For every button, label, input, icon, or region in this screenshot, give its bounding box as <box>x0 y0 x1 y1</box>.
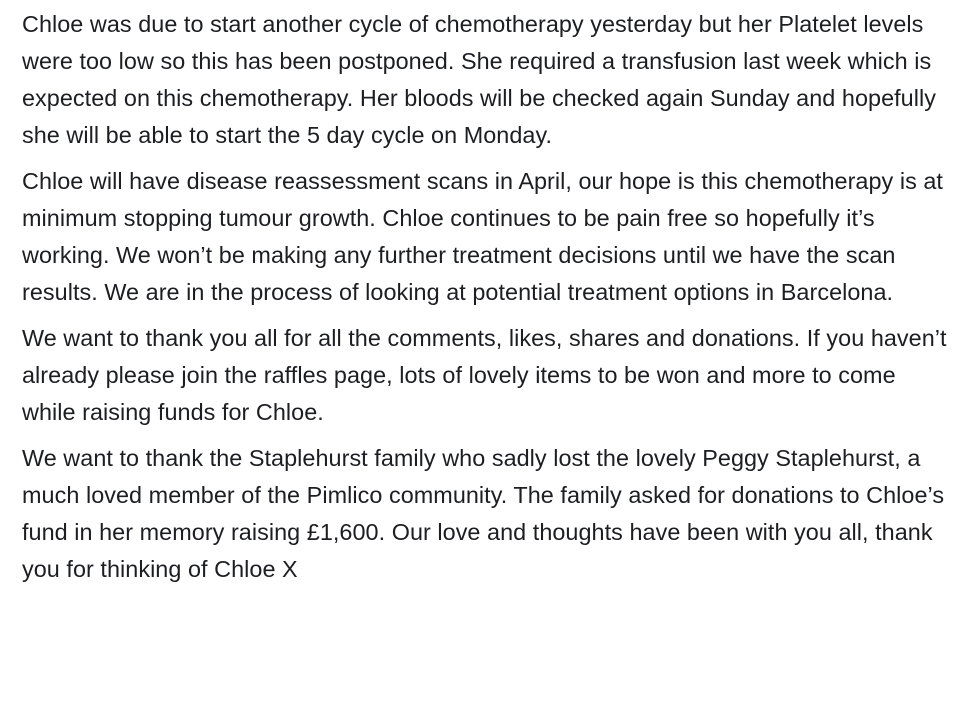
post-body <box>22 6 947 588</box>
post-paragraph-1: Chloe was due to start another cycle of chemotherapy yesterday but her Platelet levels were too low so this has been postponed. She required a transfusion last week which is expected on this chemotherapy. Her bloods will be checked again Sunday and hopefully she will be able to start the 5 day cycle on Monday. <box>22 11 936 148</box>
post-paragraph-4: We want to thank the Staplehurst family who sadly lost the lovely Peggy Staplehurst, a much loved member of the Pimlico community. The family asked for donations to Chloe’s fund in her memory raising £1,600. Our love and thoughts have been with you all, thank you for thinking of Chloe X <box>22 445 945 582</box>
post-paragraph-3: We want to thank you all for all the comments, likes, shares and donations. If you haven’t already please join the raffles page, lots of lovely items to be won and more to come while raising funds for Chloe. <box>22 325 947 425</box>
post-paragraph-2: Chloe will have disease reassessment scans in April, our hope is this chemotherapy is at minimum stopping tumour growth. Chloe continues to be pain free so hopefully it’s working. We won’t be making any further treatment decisions until we have the scan results. We are in the process of looking at potential treatment options in Barcelona. <box>22 168 943 305</box>
